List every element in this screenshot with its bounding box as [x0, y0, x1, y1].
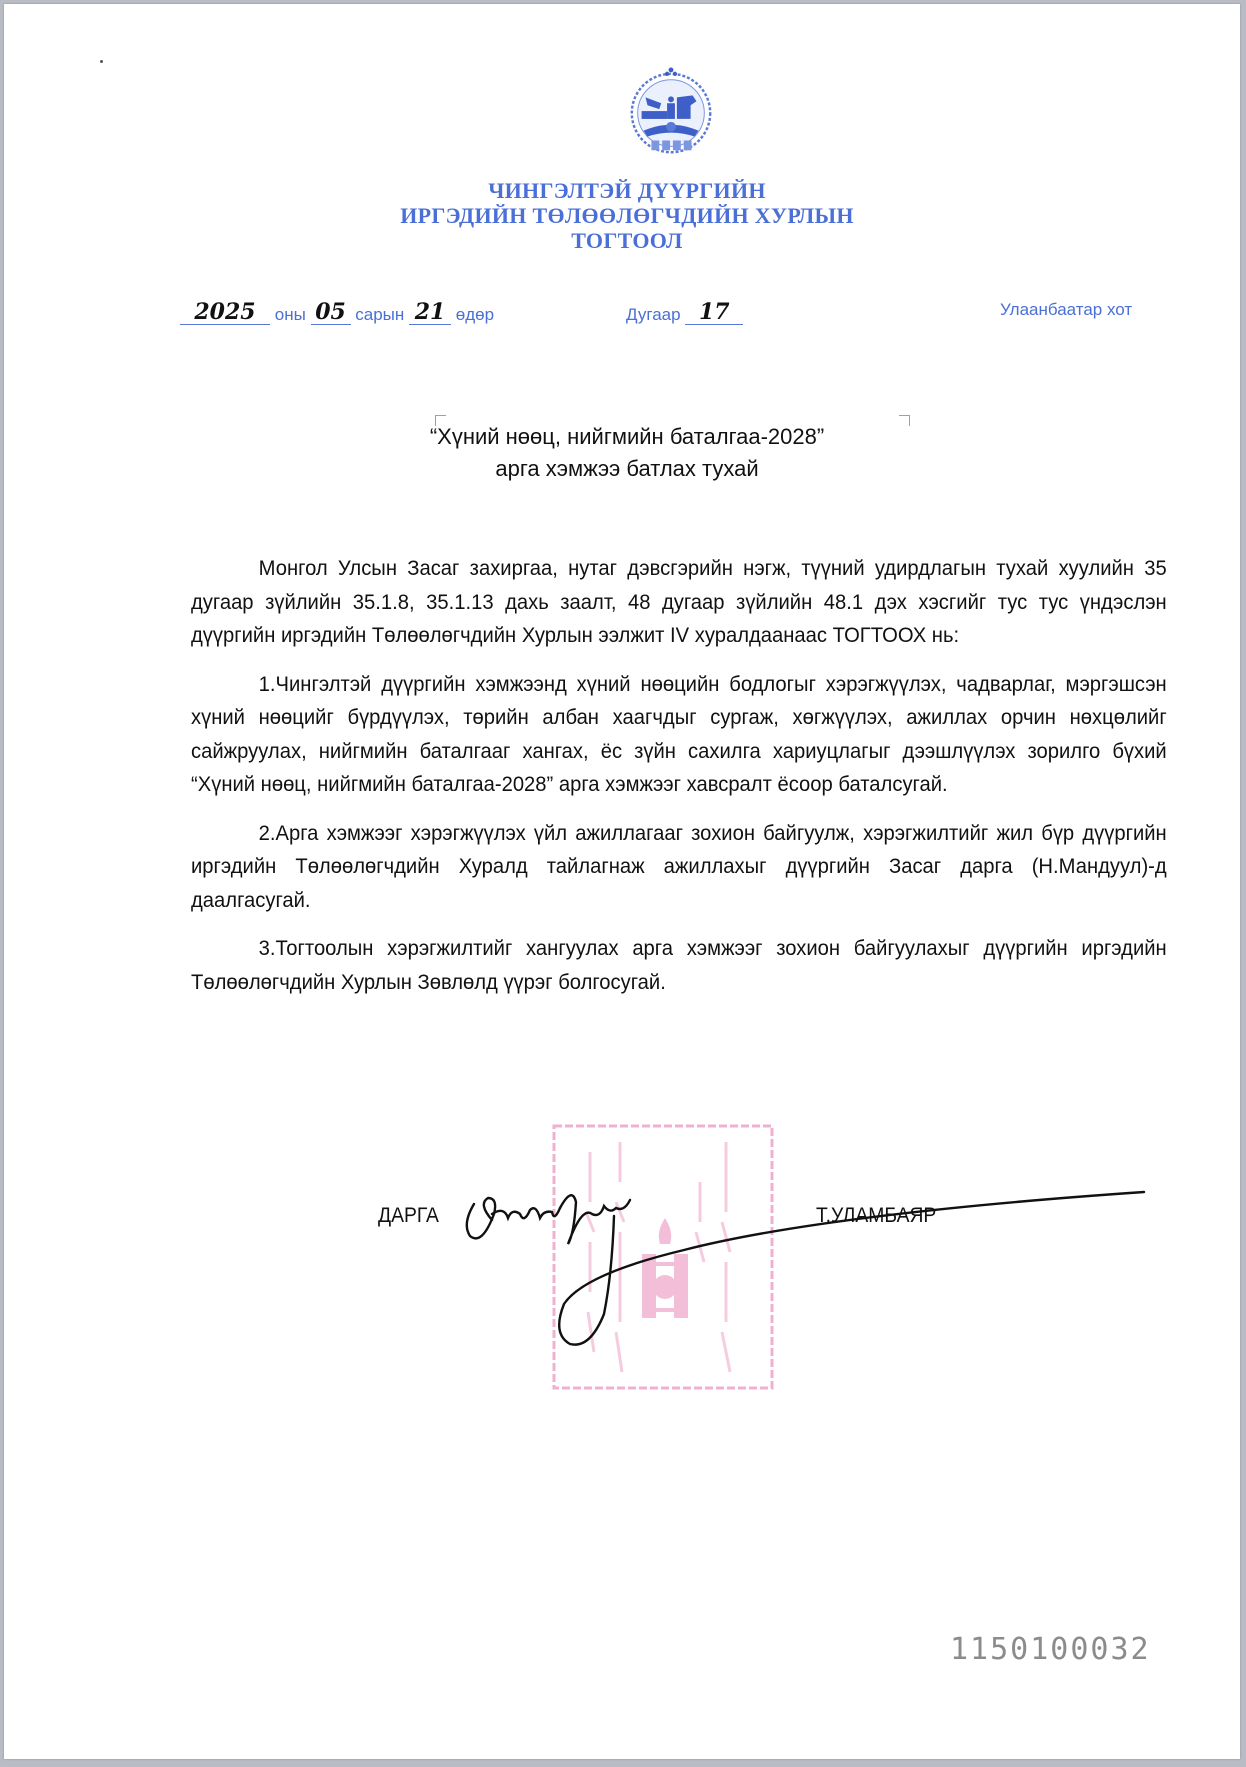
document-type: ТОГТООЛ: [571, 228, 683, 253]
org-name-line1: ЧИНГЭЛТЭЙ ДҮҮРГИЙН: [488, 178, 766, 203]
number-label: Дугаар: [626, 305, 681, 324]
body-paragraph: 1.Чингэлтэй дүүргийн хэмжээнд хүний нөөцийн бодлогыг хэрэгжүүлэх, чадварлаг, мэргэшсэн хүний нөөцийг бүрдүүлэх, төрийн албан хаагчдыг сургаж, хөгжүүлэх, ажиллах орчин нөхцөлийг сайжруулах, нийгмийн баталгааг хангах, ёс зүйн сахилга хариуцлагыг дээшлүүлэх зорилго бүхий “Хүний нөөц, нийгмийн баталгаа-2028” арга хэмжээг хавсралт ёсоор баталсугай.: [191, 671, 1167, 796]
scan-speck: [100, 60, 103, 63]
month-value: 05: [311, 300, 351, 325]
title-line2: арга хэмжээ батлах тухай: [495, 456, 759, 481]
mongolia-state-emblem-icon: [622, 62, 720, 168]
issuer-header: [4, 178, 1246, 253]
signer-name: Т.УЛАМБАЯР: [816, 1204, 937, 1227]
body-paragraph: 3.Тогтоолын хэрэгжилтийг хангуулах арга хэмжээг зохион байгуулахыг дүүргийн иргэдийн Төлөөлөгчдийн Хурлын Зөвлөлд үүрэг болгосугай.: [191, 936, 1167, 994]
document-title: [4, 421, 1246, 485]
day-suffix: өдөр: [455, 305, 495, 324]
signer-title: ДАРГА: [378, 1204, 439, 1227]
city-label: Улаанбаатар хот: [1000, 300, 1133, 319]
handwritten-signature: [464, 1184, 1154, 1384]
body-paragraph: 2.Арга хэмжээг хэрэгжүүлэх үйл ажиллагааг зохион байгуулж, хэрэгжилтийг жил бүр дүүргийн иргэдийн Төлөөлөгчдийн Хуралд тайлагнаж ажиллахыг дүүргийн Засаг дарга (Н.Мандуул)-д даалгасугай.: [191, 820, 1167, 912]
year-value: 2025: [180, 300, 270, 325]
number-value: 17: [685, 300, 743, 325]
day-value: 21: [409, 300, 451, 325]
body-paragraph: Монгол Улсын Засаг захиргаа, нутаг дэвсгэрийн нэгж, түүний удирдлагын тухай хуулийн 35 дугаар зүйлийн 35.1.8, 35.1.13 дахь заалт, 48 дугаар зүйлийн 48.1 дэх хэсгийг тус тус үндэслэн дүүргийн иргэдийн Төлөөлөгчдийн Хурлын ээлжит IV хуралдаанаас ТОГТООХ нь:: [191, 556, 1167, 647]
document-serial-number: 1150100032: [950, 1632, 1151, 1667]
document-number-field: [626, 300, 743, 325]
date-field: [180, 300, 494, 325]
title-line1: “Хүний нөөц, нийгмийн баталгаа-2028”: [429, 424, 825, 449]
year-suffix: оны: [274, 305, 306, 324]
document-body: [191, 552, 1167, 1014]
org-name-line2: ИРГЭДИЙН ТӨЛӨӨЛӨГЧДИЙН ХУРЛЫН: [400, 203, 854, 228]
month-suffix: сарын: [355, 305, 405, 324]
document-page: [4, 4, 1240, 1759]
